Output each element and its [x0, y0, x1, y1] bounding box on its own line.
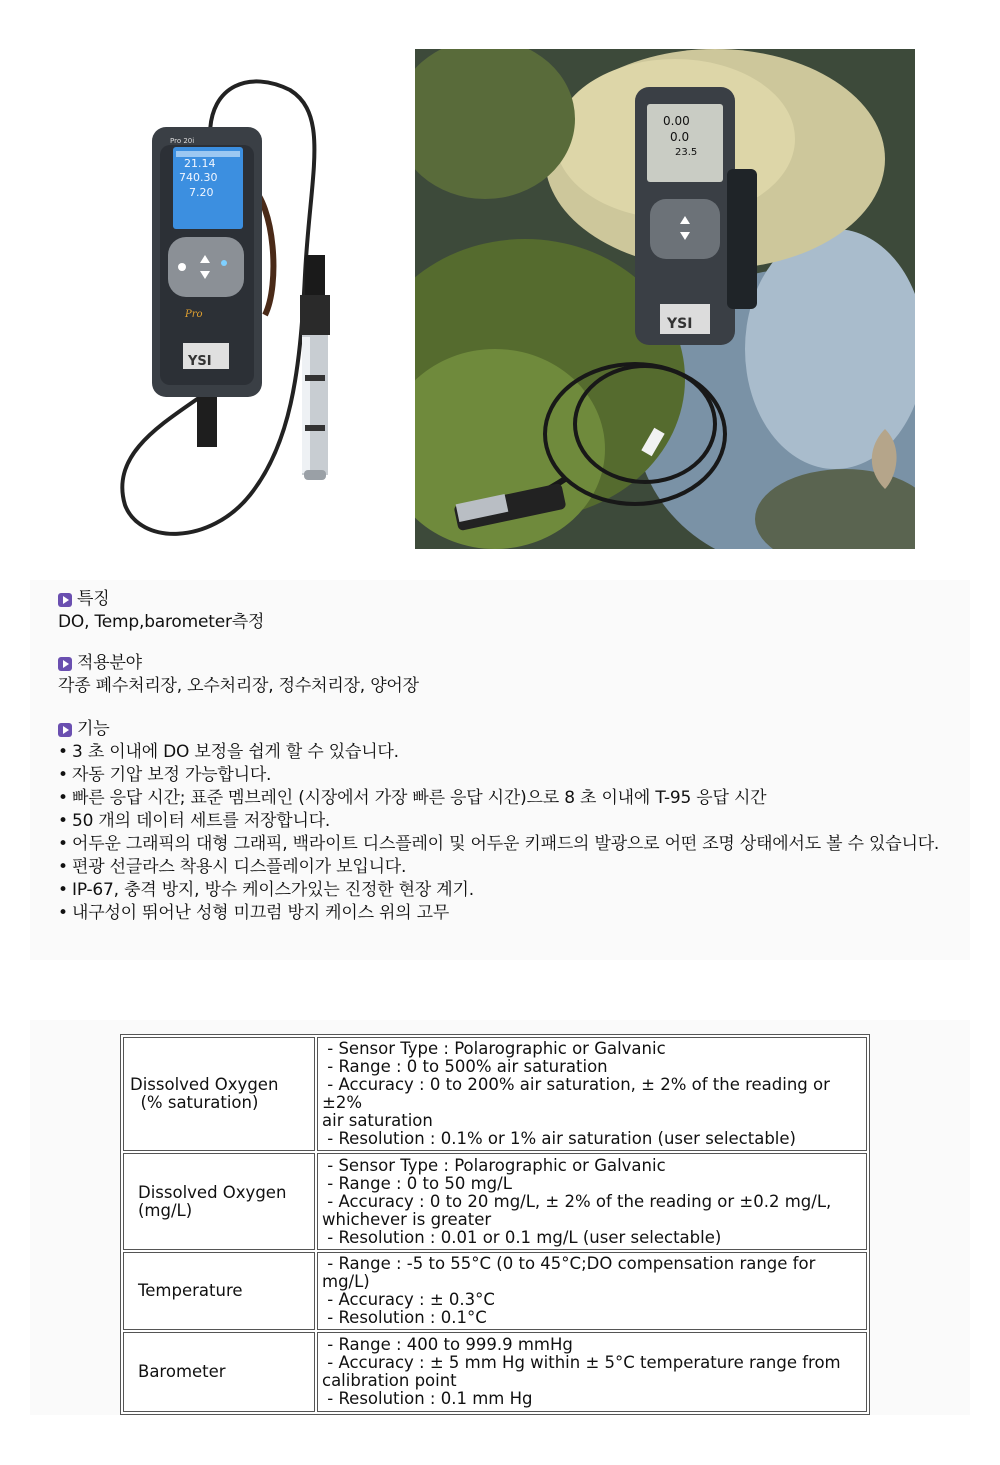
list-item: • IP-67, 충격 방지, 방수 케이스가있는 진정한 현장 계기. [58, 879, 968, 902]
spec-table [120, 1034, 870, 1415]
features-text: DO, Temp,barometer측정 [58, 612, 265, 632]
features-heading-text: 특징 [77, 589, 110, 609]
arrow-bullet-icon [58, 723, 72, 737]
list-item: • 내구성이 뛰어난 성형 미끄럼 방지 케이스 위의 고무 [58, 902, 968, 925]
functions-heading-text: 기능 [77, 719, 110, 739]
table-row [123, 1037, 867, 1151]
param-name: Temperature [138, 1281, 243, 1300]
arrow-bullet-icon [58, 593, 72, 607]
spec-line: - Range : -5 to 55°C (0 to 45°C;DO compensation range for mg/L) [322, 1254, 821, 1291]
spec-line: - Accuracy : 0 to 200% air saturation, ± 2% of the reading or ±2% [322, 1075, 836, 1112]
spec-line: whichever is greater [322, 1209, 492, 1229]
param-cell [123, 1153, 315, 1250]
table-row [123, 1153, 867, 1250]
svg-text:Pro: Pro [185, 309, 203, 320]
applications-heading-text: 적용분야 [77, 653, 142, 673]
table-row [123, 1332, 867, 1412]
field-display-value-1: 0.00 [663, 114, 690, 128]
brand-logo: YSI [188, 354, 212, 369]
applications-heading [58, 652, 419, 675]
list-item: • 어두운 그래픽의 대형 그래픽, 백라이트 디스플레이 및 어두운 키패드의 발광으로 어떤 조명 상태에서도 볼 수 있습니다. [58, 833, 968, 856]
spec-line: calibration point [322, 1371, 457, 1390]
features-block [58, 588, 264, 634]
param-name: Barometer [138, 1362, 226, 1381]
product-info-section [30, 580, 970, 960]
display-value-2: 740.30 [179, 171, 218, 184]
param-cell [123, 1332, 315, 1412]
list-item: • 자동 기압 보정 가능합니다. [58, 764, 968, 787]
list-item: • 3 초 이내에 DO 보정을 쉽게 할 수 있습니다. [58, 741, 968, 764]
detail-cell [317, 1037, 867, 1151]
arrow-bullet-icon [58, 657, 72, 671]
meter-field-photo [415, 49, 915, 549]
spec-line: - Sensor Type : Polarographic or Galvanic [322, 1155, 666, 1175]
table-row [123, 1252, 867, 1330]
field-display-value-2: 0.0 [670, 130, 690, 144]
features-heading [58, 588, 264, 611]
spec-line: - Range : 400 to 999.9 mmHg [322, 1335, 573, 1354]
param-cell [123, 1037, 315, 1151]
field-display-value-3: 23.5 [675, 147, 698, 158]
spec-line: - Accuracy : 0 to 20 mg/L, ± 2% of the reading or ±0.2 mg/L, [322, 1191, 832, 1211]
param-unit: (% saturation) [130, 1093, 259, 1112]
spec-line: - Resolution : 0.1°C [322, 1308, 487, 1327]
field-brand-logo: YSI [667, 316, 693, 332]
spec-line: - Resolution : 0.01 or 0.1 mg/L (user selectable) [322, 1227, 722, 1247]
display-value-3: 7.20 [189, 186, 214, 199]
list-item: • 편광 선글라스 착용시 디스플레이가 보입니다. [58, 856, 968, 879]
param-name: Dissolved Oxygen [138, 1182, 287, 1202]
detail-cell [317, 1252, 867, 1330]
spec-line: - Resolution : 0.1% or 1% air saturation (user selectable) [322, 1129, 796, 1148]
functions-list [58, 741, 968, 925]
param-name: Dissolved Oxygen [130, 1075, 279, 1094]
spec-line: - Accuracy : ± 0.3°C [322, 1290, 495, 1309]
param-cell [123, 1252, 315, 1330]
spec-line: - Accuracy : ± 5 mm Hg within ± 5°C temperature range from [322, 1353, 841, 1372]
spec-line: - Sensor Type : Polarographic or Galvanic [322, 1039, 666, 1058]
spec-section [30, 1020, 970, 1415]
list-item: • 빠른 응답 시간; 표준 멤브레인 (시장에서 가장 빠른 응답 시간)으로 8 초 이내에 T-95 응답 시간 [58, 787, 968, 810]
applications-block [58, 652, 419, 698]
spec-line: - Range : 0 to 50 mg/L [322, 1173, 512, 1193]
display-value-1: 21.14 [184, 157, 216, 170]
detail-cell [317, 1332, 867, 1412]
functions-block [58, 718, 968, 925]
spec-line: - Resolution : 0.1 mm Hg [322, 1389, 533, 1408]
list-item: • 50 개의 데이터 세트를 저장합니다. [58, 810, 968, 833]
meter-product-photo [100, 75, 380, 545]
functions-heading [58, 718, 968, 741]
detail-cell [317, 1153, 867, 1250]
param-unit: (mg/L) [138, 1200, 193, 1220]
spec-line: - Range : 0 to 500% air saturation [322, 1057, 608, 1076]
model-label: Pro 20i [170, 137, 195, 145]
spec-line: air saturation [322, 1111, 433, 1130]
applications-text: 각종 폐수처리장, 오수처리장, 정수처리장, 양어장 [58, 676, 419, 696]
